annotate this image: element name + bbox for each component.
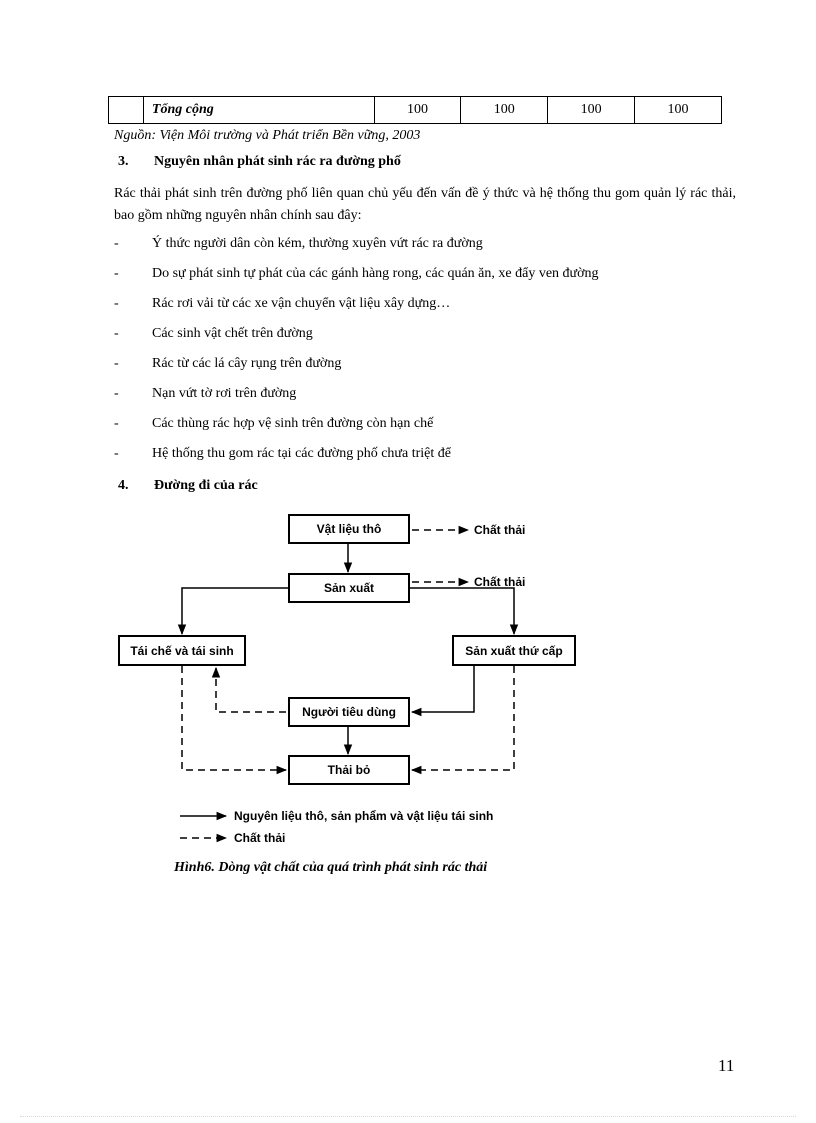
table-cell-label: Tổng cộng xyxy=(143,97,374,124)
legend-solid-text: Nguyên liệu thô, sản phẩm và vật liệu tái sinh xyxy=(234,809,494,823)
box-disposal: Thải bỏ xyxy=(288,755,410,785)
arrow-production-to-recycle xyxy=(182,588,288,634)
figure-caption: Hình6. Dòng vật chất của quá trình phát sinh rác thải xyxy=(174,860,488,875)
table-source: Nguồn: Viện Môi trường và Phát triển Bền vững, 2003 xyxy=(114,128,421,143)
section-3-intro: Rác thải phát sinh trên đường phố liên quan chủ yếu đến vấn đề ý thức và hệ thống thu gom quản lý rác thải, bao gồm những nguyên nhân chính sau đây: xyxy=(114,186,736,223)
waste-arrow-recycle-to-disposal xyxy=(182,666,286,770)
list-item: - Ý thức người dân còn kém, thường xuyên vứt rác ra đường xyxy=(114,236,483,251)
box-consumer: Người tiêu dùng xyxy=(288,697,410,727)
list-item: - Các sinh vật chết trên đường xyxy=(114,326,313,341)
waste-label: Chất thải xyxy=(474,575,526,589)
arrow-secondary-to-consumer xyxy=(412,666,474,712)
waste-arrow-secondary-to-disposal xyxy=(412,666,514,770)
table-cell-value: 100 xyxy=(635,97,722,124)
section-number: 4. xyxy=(118,478,129,493)
box-production: Sản xuất xyxy=(288,573,410,603)
footer-divider xyxy=(20,1116,796,1117)
list-item: - Nạn vứt tờ rơi trên đường xyxy=(114,386,297,401)
section-number: 3. xyxy=(118,154,129,169)
list-item: - Rác rơi vải từ các xe vận chuyển vật liệu xây dựng… xyxy=(114,296,451,311)
list-item: - Rác từ các lá cây rụng trên đường xyxy=(114,356,342,371)
box-recycle: Tái chế và tái sinh xyxy=(118,635,246,666)
legend-dashed-text: Chất thải xyxy=(234,831,286,845)
table-cell-value: 100 xyxy=(374,97,461,124)
waste-label: Chất thải xyxy=(474,523,526,537)
list-item: - Các thùng rác hợp vệ sinh trên đường còn hạn chế xyxy=(114,416,434,431)
arrow-production-to-secondary xyxy=(410,588,514,634)
section-title: Nguyên nhân phát sinh rác ra đường phố xyxy=(154,154,401,169)
list-item: - Do sự phát sinh tự phát của các gánh hàng rong, các quán ăn, xe đẩy ven đường xyxy=(114,266,599,281)
page-number: 11 xyxy=(718,1056,735,1075)
waste-arrow-consumer-to-recycle xyxy=(216,668,286,712)
list-item: - Hệ thống thu gom rác tại các đường phố chưa triệt để xyxy=(114,446,451,461)
table-cell-value: 100 xyxy=(548,97,635,124)
section-title: Đường đi của rác xyxy=(154,478,258,493)
box-secondary-production: Sản xuất thứ cấp xyxy=(452,635,576,666)
table-cell-value: 100 xyxy=(461,97,548,124)
box-raw-material: Vật liệu thô xyxy=(288,514,410,544)
